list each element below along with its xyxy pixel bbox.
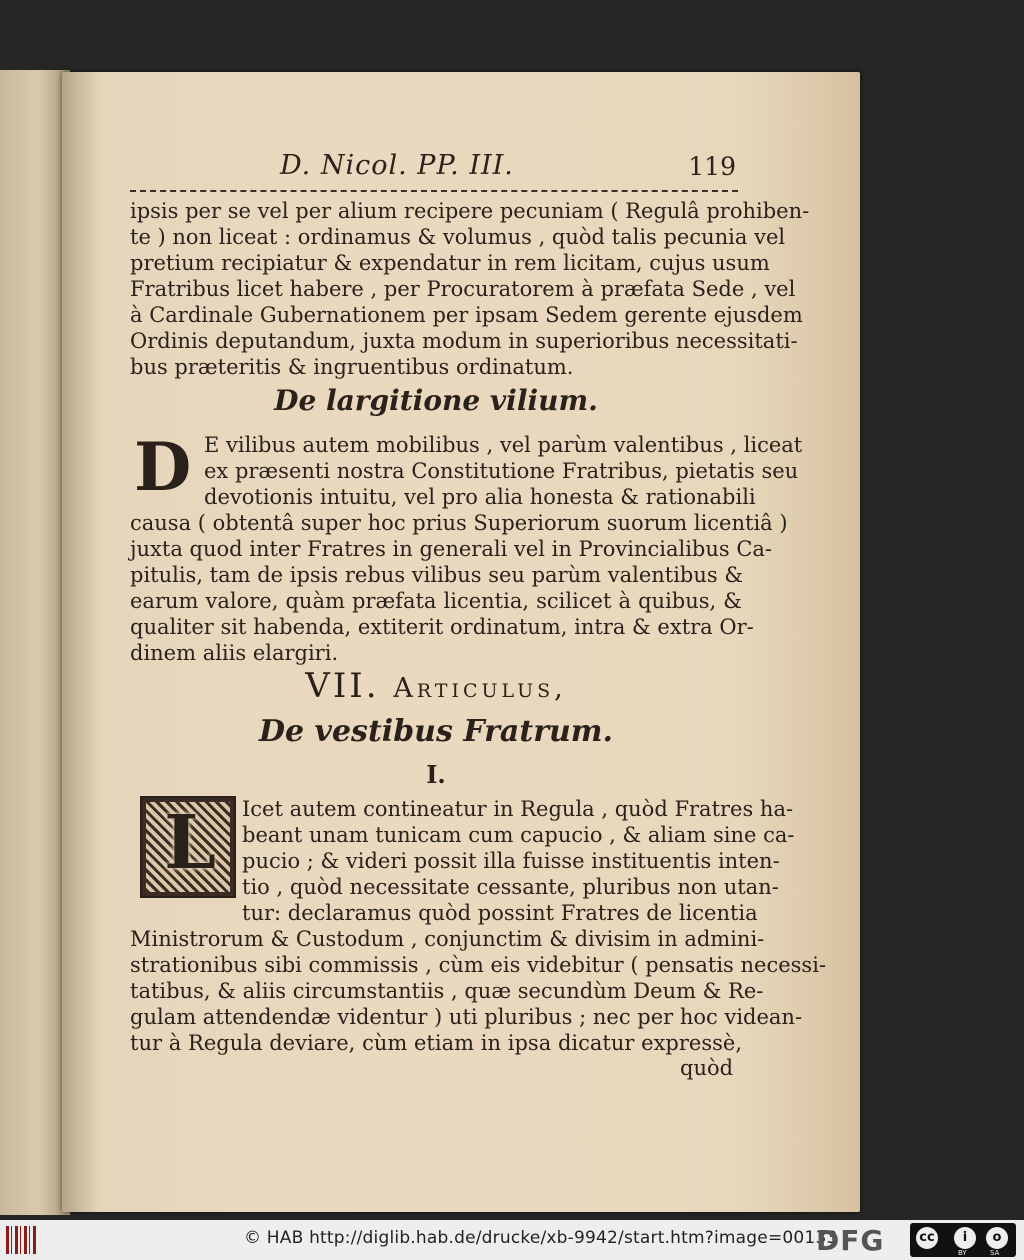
section-heading-vestibus: De vestibus Fratrum. xyxy=(258,714,613,749)
ornamental-drop-cap xyxy=(140,796,236,898)
text-line: E vilibus autem mobilibus , vel parùm valentibus , liceat xyxy=(204,433,803,457)
text-line: bus præteritis & ingruentibus ordinatum. xyxy=(130,355,574,379)
article-heading xyxy=(130,666,742,706)
text-line: beant unam tunicam cum capucio , & aliam sine ca- xyxy=(242,823,795,847)
text-line: pitulis, tam de ipsis rebus vilibus seu parùm valentibus & xyxy=(130,563,744,587)
text-line: te ) non liceat : ordinamus & volumus , quòd talis pecunia vel xyxy=(130,225,786,249)
running-head xyxy=(130,150,738,194)
source-credit-link[interactable]: © HAB http://diglib.hab.de/drucke/xb-9942/start.htm?image=00133 xyxy=(244,1228,838,1248)
catchword: quòd xyxy=(680,1056,734,1080)
text-line: tur: declaramus quòd possint Fratres de licentia xyxy=(242,901,758,925)
gutter-shadow xyxy=(62,72,98,1212)
cc-icon: cc xyxy=(916,1227,938,1249)
section-number: I. xyxy=(426,760,446,789)
cc-license-badge[interactable] xyxy=(910,1223,1016,1257)
text-line: tio , quòd necessitate cessante, pluribus non utan- xyxy=(242,875,779,899)
text-line: pretium recipiatur & expendatur in rem licitam, cujus usum xyxy=(130,251,770,275)
paragraph-1 xyxy=(130,198,810,380)
paragraph-3 xyxy=(130,926,827,1056)
by-icon: i xyxy=(954,1227,976,1249)
by-label: BY xyxy=(958,1249,967,1257)
dfg-logo: DFG xyxy=(816,1224,885,1257)
text-line: juxta quod inter Fratres in generali vel in Provincialibus Ca- xyxy=(130,537,773,561)
hab-logo-icon xyxy=(6,1226,36,1254)
head-rule xyxy=(130,190,738,192)
text-line: earum valore, quàm præfata licentia, scilicet à quibus, & xyxy=(130,589,742,613)
text-line: tur à Regula deviare, cùm etiam in ipsa dicatur expressè, xyxy=(130,1031,742,1055)
text-line: Fratribus licet habere , per Procuratorem à præfata Sede , vel xyxy=(130,277,796,301)
paragraph-2-indented xyxy=(204,432,803,510)
page-number: 119 xyxy=(688,152,736,181)
text-line: Ministrorum & Custodum , conjunctim & divisim in admini- xyxy=(130,927,765,951)
text-line: strationibus sibi commissis , cùm eis videbitur ( pensatis necessi- xyxy=(130,953,827,977)
article-word: Articulus, xyxy=(393,673,567,704)
paragraph-3-indented xyxy=(242,796,795,900)
text-line: causa ( obtentâ super hoc prius Superiorum suorum licentiâ ) xyxy=(130,511,788,535)
paragraph-2 xyxy=(130,510,788,666)
footer-bar xyxy=(0,1220,1024,1260)
text-line: ipsis per se vel per alium recipere pecuniam ( Regulâ prohiben- xyxy=(130,199,810,223)
text-line: tatibus, & aliis circumstantiis , quæ secundùm Deum & Re- xyxy=(130,979,764,1003)
text-line: Ordinis deputandum, juxta modum in superioribus necessitati- xyxy=(130,329,798,353)
text-line: gulam attendendæ videntur ) uti pluribus ; nec per hoc videan- xyxy=(130,1005,803,1029)
text-line: dinem aliis elargiri. xyxy=(130,641,339,665)
text-line: pucio ; & videri possit illa fuisse instituentis inten- xyxy=(242,849,780,873)
text-line: Icet autem contineatur in Regula , quòd Fratres ha- xyxy=(242,797,794,821)
article-number: VII. xyxy=(305,666,380,706)
text-line: qualiter sit habenda, extiterit ordinatum, intra & extra Or- xyxy=(130,615,754,639)
drop-cap-d: D xyxy=(134,428,192,506)
running-head-title: D. Nicol. PP. III. xyxy=(280,150,514,181)
facing-page-edge xyxy=(0,70,70,1215)
section-heading-largitione: De largitione vilium. xyxy=(274,384,598,417)
text-line: devotionis intuitu, vel pro alia honesta & rationabili xyxy=(204,485,756,509)
paragraph-3-line5 xyxy=(242,900,758,926)
drop-cap-l: L xyxy=(164,800,217,886)
text-line: ex præsenti nostra Constitutione Fratribus, pietatis seu xyxy=(204,459,799,483)
sa-icon: o xyxy=(986,1227,1008,1249)
text-line: à Cardinale Gubernationem per ipsam Sedem gerente ejusdem xyxy=(130,303,803,327)
sa-label: SA xyxy=(990,1249,1000,1257)
